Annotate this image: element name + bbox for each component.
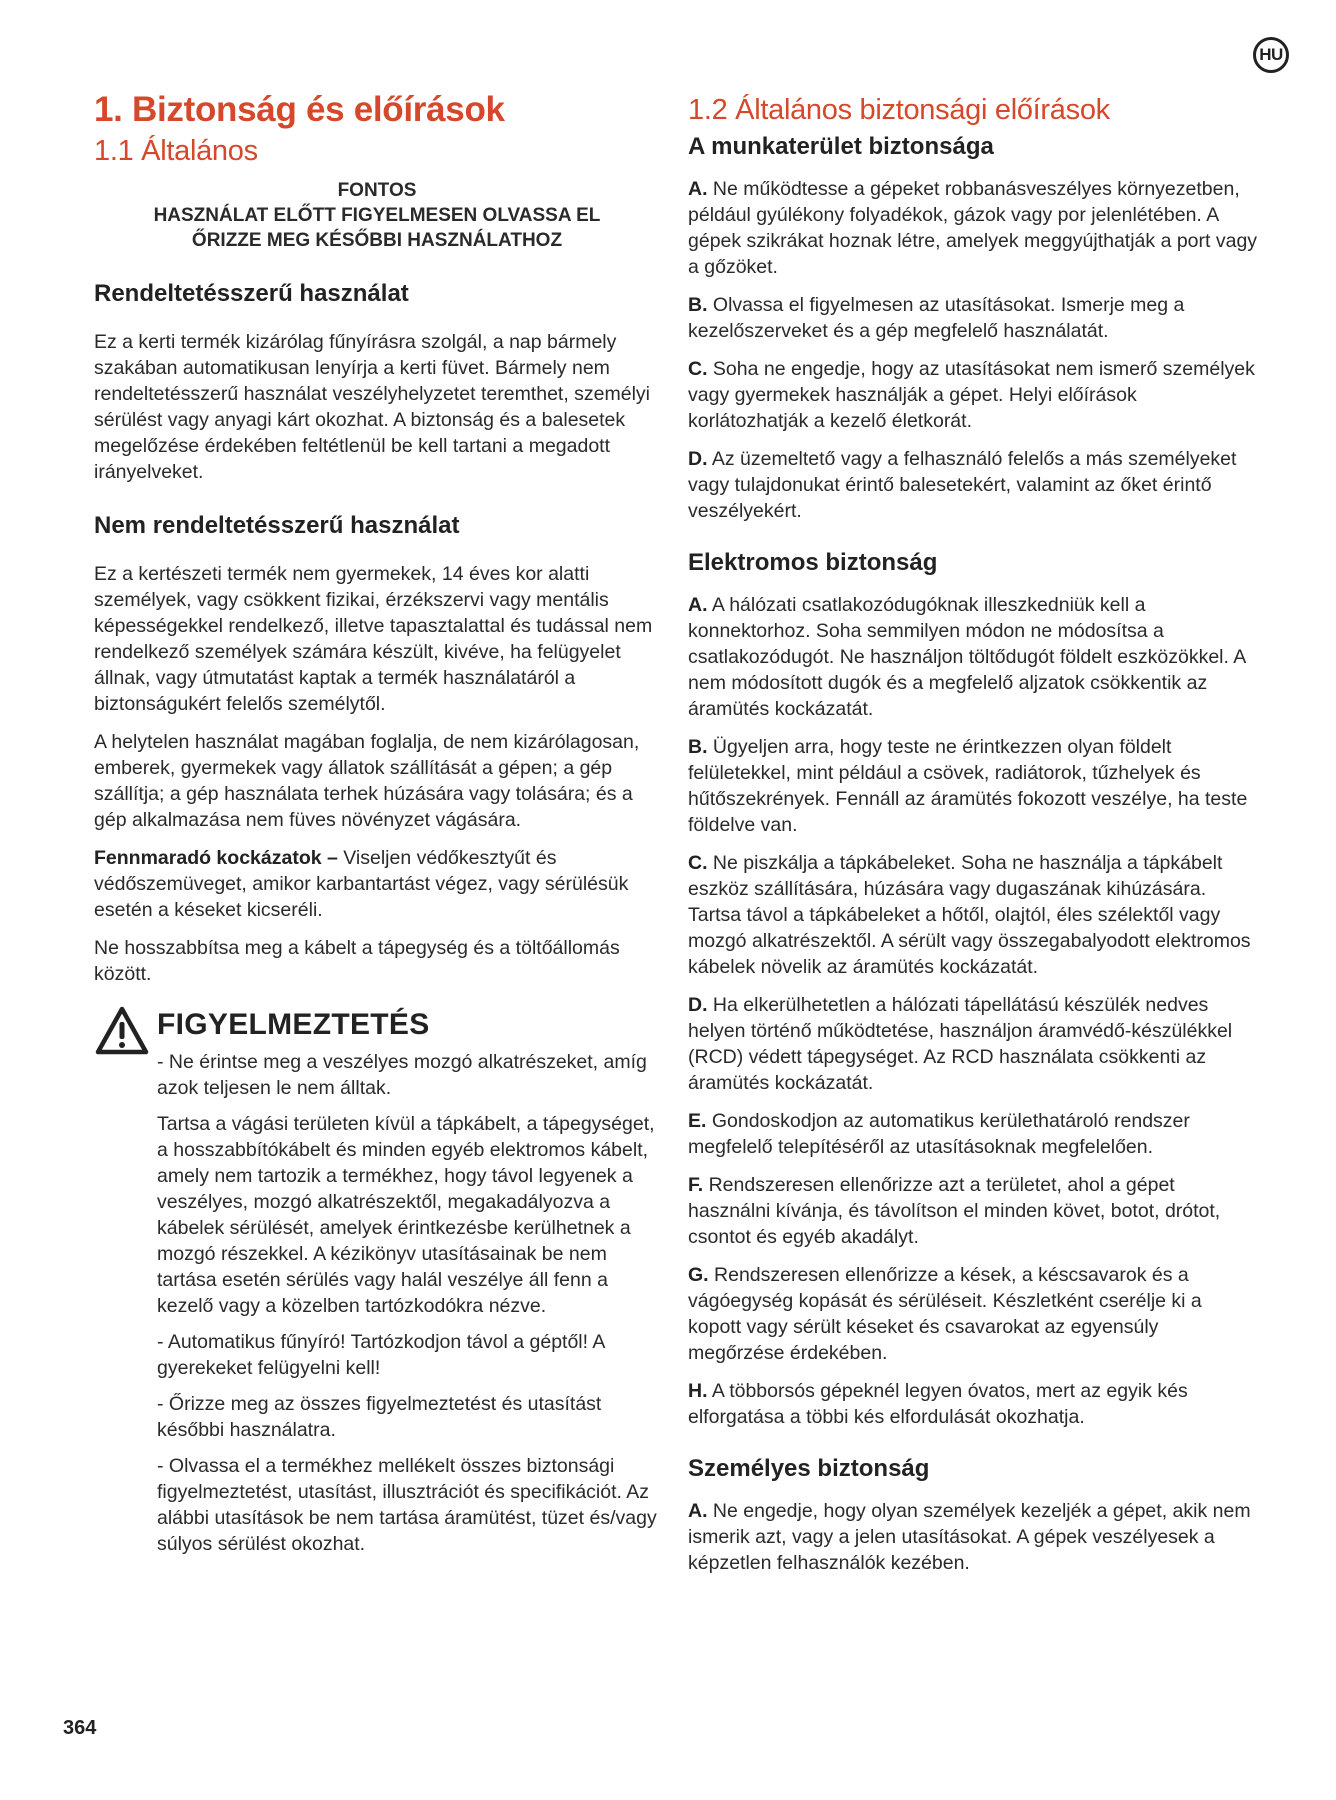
safety-sections [688, 132, 1260, 1576]
safety-item-label: C. [688, 358, 708, 380]
warning-item: - Automatikus fűnyíró! Tartózkodjon távol a géptől! A gyerekeket felügyelni kell! [157, 1331, 605, 1379]
safety-item-text: Ügyeljen arra, hogy teste ne érintkezzen olyan földelt felületekkel, mint például a csövek, radiátorok, tűzhelyek és hűtőszekrények. Fennáll az áramütés fokozott veszélye, ha teste földelve van. [688, 736, 1248, 836]
residual-risks-label: Fennmaradó kockázatok – [94, 847, 338, 869]
safety-item [688, 1498, 1260, 1576]
intended-use-text: Ez a kerti termék kizárólag fűnyírásra szolgál, a nap bármely szakában automatikusan lenyírja a kerti füvet. Bármely nem rendeltetésszerű használat veszélyhelyzetet teremthet, személyi sérülést vagy anyagi kárt okozhat. A biztonság és a balesetek megelőzése érdekében feltétlenül be kell tartani a megadott irányelveket. [94, 331, 651, 483]
notice-line: FONTOS [337, 180, 417, 201]
safety-section [688, 132, 1260, 524]
warning-item: - Ne érintse meg a veszélyes mozgó alkatrészeket, amíg azok teljesen le nem álltak. [157, 1051, 647, 1099]
residual-risks-paragraph [94, 845, 660, 923]
safety-item [688, 292, 1260, 344]
safety-item-label: D. [688, 994, 708, 1016]
safety-item [688, 1108, 1260, 1160]
safety-item-label: B. [688, 294, 708, 316]
safety-section-heading: Elektromos biztonság [688, 549, 938, 576]
unintended-use-heading: Nem rendeltetésszerű használat [94, 512, 460, 539]
safety-item [688, 592, 1260, 722]
notice-line: ŐRIZZE MEG KÉSŐBBI HASZNÁLATHOZ [191, 230, 563, 251]
warning-item: Tartsa a vágási területen kívül a tápkábelt, a tápegységet, a hosszabbítókábelt és minden egyéb elektromos kábelt, amely nem tartozik a termékhez, hogy távol legyenek a veszélyes, mozgó alkatrészektől, megakadályozva a kábelek sérülését, amelyek érintkezésbe kerülhetnek a mozgó részekkel. A kézikönyv utasításainak be nem tartása esetén sérülés vagy halál veszélye áll fenn a kezelő vagy a közelben tartózkodókra nézve. [157, 1113, 655, 1317]
safety-item-label: C. [688, 852, 708, 874]
safety-item [688, 850, 1260, 980]
safety-item [688, 1378, 1260, 1430]
safety-item-label: A. [688, 594, 708, 616]
safety-item-text: Ne piszkálja a tápkábeleket. Soha ne használja a tápkábelt eszköz szállítására, húzására vagy dugaszának kihúzására. Tartsa távol a tápkábeleket a hőtől, olajtól, éles szélektől vagy mozgó alkatrészektől. A sérült vagy összegabalyodott elektromos kábelek növelik az áramütés kockázatát. [688, 852, 1251, 978]
warning-title: FIGYELMEZTETÉS [157, 1008, 430, 1041]
warning-list [157, 1049, 660, 1557]
safety-item-label: H. [688, 1380, 708, 1402]
safety-item-label: G. [688, 1264, 709, 1286]
safety-item-text: A hálózati csatlakozódugóknak illeszkedniük kell a konnektorhoz. Soha semmilyen módon ne módosítsa a csatlakozódugót. Ne használjon töltődugót földelt eszközökkel. A nem módosított dugók és a megfelelő aljzatok csökkentik az áramütés kockázatát. [688, 594, 1246, 720]
safety-item-label: E. [688, 1110, 707, 1132]
safety-item-label: A. [688, 178, 708, 200]
unintended-use-text: Ez a kertészeti termék nem gyermekek, 14 éves kor alatti személyek, vagy csökkent fizikai, érzékszervi vagy mentális képességekkel rendelkező, illetve tapasztalattal és tudással nem rendelkező személyek számára készült, kivéve, ha felügyelet állnak, vagy útmutatást kaptak a termék használatáról a biztonságukért felelős személytől. [94, 563, 653, 715]
safety-item-label: F. [688, 1174, 704, 1196]
important-notice [94, 178, 660, 253]
safety-item-label: D. [688, 448, 708, 470]
misuse-text: A helytelen használat magában foglalja, de nem kizárólagosan, emberek, gyermekek vagy állatok szállítását a gépen; a gép szállítja; a gép használata terhek húzására vagy tolására; és a gép alkalmazása nem füves növényzet vágására. [94, 731, 640, 831]
page-number: 364 [63, 1717, 97, 1739]
safety-section-heading: A munkaterület biztonsága [688, 133, 994, 160]
safety-item-text: Ha elkerülhetetlen a hálózati tápellátású készülék nedves helyen történő működtetése, használjon áramvédő-készülékkel (RCD) védett tápegységet. Az RCD használata csökkenti az áramütés kockázatát. [688, 994, 1233, 1094]
general-safety-title: 1.2 Általános biztonsági előírások [688, 94, 1110, 126]
warning-box [94, 1005, 660, 1557]
safety-item-text: Gondoskodjon az automatikus kerülethatároló rendszer megfelelő telepítéséről az utasításoknak megfelelően. [688, 1110, 1190, 1158]
safety-section [688, 548, 1260, 1430]
language-badge: HU [1253, 37, 1289, 73]
safety-item [688, 176, 1260, 280]
safety-item [688, 1172, 1260, 1250]
warning-triangle-icon [94, 1005, 150, 1057]
cable-extension-text: Ne hosszabbítsa meg a kábelt a tápegység és a töltőállomás között. [94, 937, 620, 985]
right-column [688, 88, 1260, 1576]
safety-item-text: Olvassa el figyelmesen az utasításokat. Ismerje meg a kezelőszerveket és a gép megfelelő használatát. [688, 294, 1185, 342]
safety-item [688, 992, 1260, 1096]
safety-item-label: B. [688, 736, 708, 758]
residual-risks-text: Viseljen védőkesztyűt és védőszemüveget, amikor karbantartást végez, vagy sérülésük esetén a késeket kicseréli. [94, 847, 629, 921]
section-title: 1. Biztonság és előírások [94, 90, 505, 129]
safety-item-text: Soha ne engedje, hogy az utasításokat nem ismerő személyek vagy gyermekek használják a gépet. Helyi előírások korlátozhatják a kezelő életkorát. [688, 358, 1255, 432]
safety-item [688, 734, 1260, 838]
warning-item: - Olvassa el a termékhez mellékelt összes biztonsági figyelmeztetést, utasítást, illusztrációt és specifikációt. Az alábbi utasítások be nem tartása áramütést, tüzet és/vagy súlyos sérülést okozhat. [157, 1455, 657, 1555]
safety-section-heading: Személyes biztonság [688, 1455, 930, 1482]
safety-section [688, 1454, 1260, 1576]
safety-item-text: A többorsós gépeknél legyen óvatos, mert az egyik kés elforgatása a többi kés elfordulását okozhatja. [688, 1380, 1188, 1428]
safety-item [688, 356, 1260, 434]
safety-item-text: Ne működtesse a gépeket robbanásveszélyes környezetben, például gyúlékony folyadékok, gázok vagy por jelenlétében. A gépek szikrákat hoznak létre, amelyek meggyújthatják a port vagy a gőzöket. [688, 178, 1258, 278]
safety-item [688, 446, 1260, 524]
subsection-title: 1.1 Általános [94, 135, 258, 167]
safety-item-text: Rendszeresen ellenőrizze a kések, a késcsavarok és a vágóegység kopását és sérüléseit. Készletként cserélje ki a kopott vagy sérült késeket és csavarokat az egyensúly megőrzése érdekében. [688, 1264, 1202, 1364]
safety-item [688, 1262, 1260, 1366]
warning-item: - Őrizze meg az összes figyelmeztetést és utasítást későbbi használatra. [157, 1393, 602, 1441]
left-column [94, 88, 660, 1567]
intended-use-heading: Rendeltetésszerű használat [94, 280, 409, 307]
safety-item-text: Ne engedje, hogy olyan személyek kezeljék a gépet, akik nem ismerik azt, vagy a jelen utasításokat. A gépek veszélyesek a képzetlen felhasználók kezében. [688, 1500, 1251, 1574]
safety-item-text: Rendszeresen ellenőrizze azt a területet, ahol a gépet használni kívánja, és távolítson el minden követ, botot, drótot, csontot és egyéb akadályt. [688, 1174, 1221, 1248]
safety-item-text: Az üzemeltető vagy a felhasználó felelős a más személyeket vagy tulajdonukat érintő balesetekért, valamint az őket érintő veszélyekért. [688, 448, 1237, 522]
safety-item-label: A. [688, 1500, 708, 1522]
notice-line: HASZNÁLAT ELŐTT FIGYELMESEN OLVASSA EL [153, 205, 601, 226]
